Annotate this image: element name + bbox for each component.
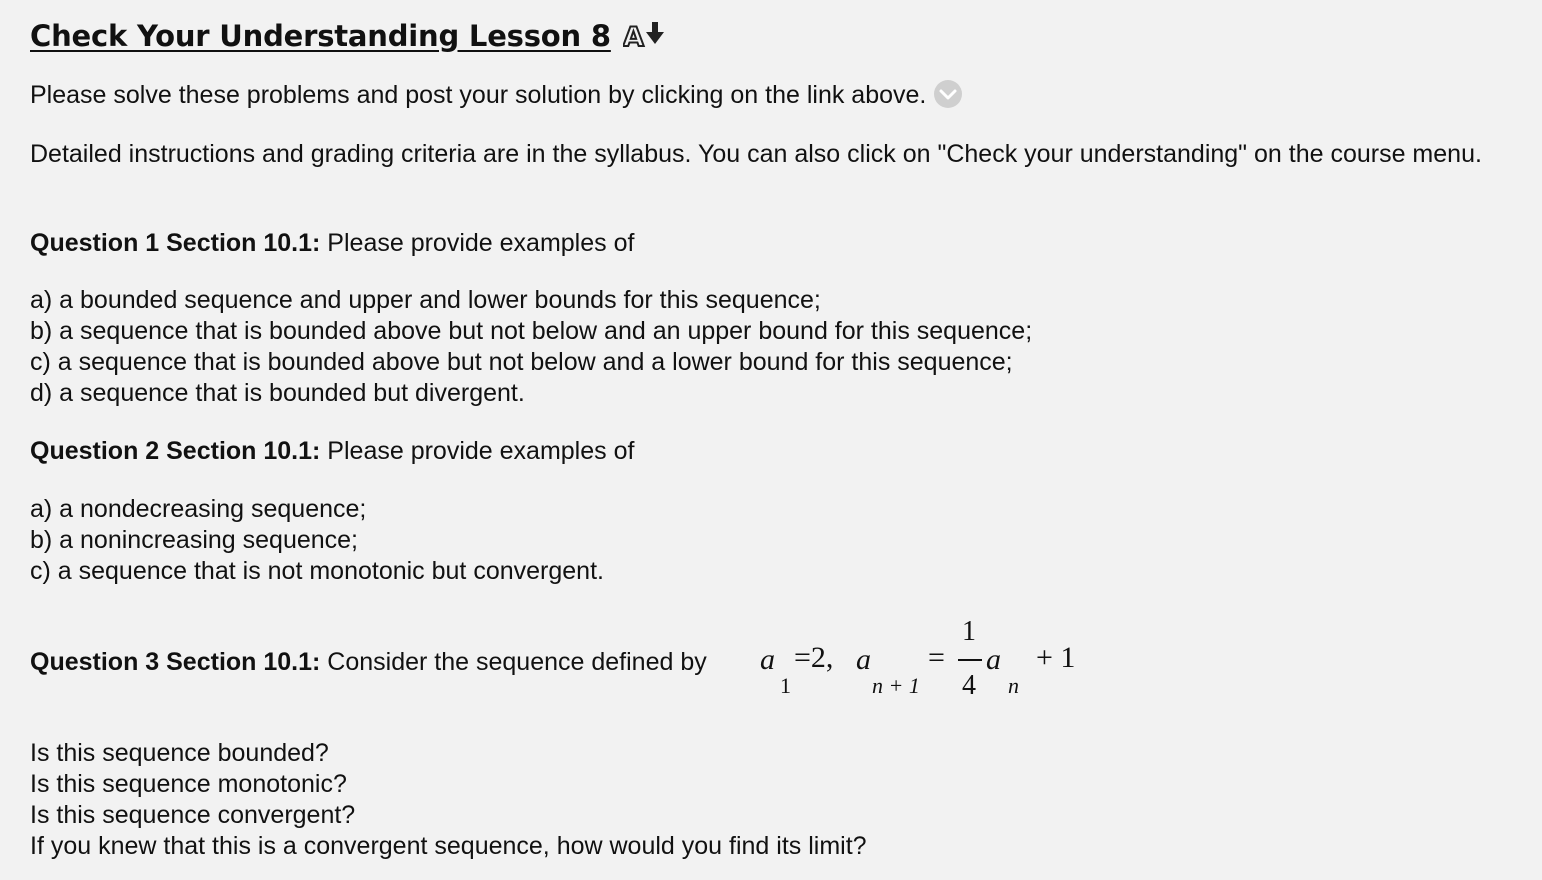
question-1-label: Question 1 Section 10.1: [30,229,321,257]
question-1-heading [30,228,634,259]
formula-an1-subscript: n + 1 [872,673,920,698]
list-item: If you knew that this is a convergent sequence, how would you find its limit? [30,832,867,860]
list-item: a) a nondecreasing sequence; [30,495,367,523]
question-2-prompt: Please provide examples of [320,437,635,465]
formula-fraction-denominator: 4 [962,670,976,701]
alternative-formats-icon[interactable] [623,20,673,52]
chevron-down-circle-icon[interactable] [932,78,964,110]
list-item: Is this sequence bounded? [30,739,329,767]
formula-plus-one: + 1 [1036,641,1076,674]
question-3-label: Question 3 Section 10.1: [30,648,321,676]
formula-fraction-bar [958,659,982,661]
list-item: c) a sequence that is bounded above but not below and a lower bound for this sequence; [30,348,1013,376]
list-item: b) a nonincreasing sequence; [30,526,359,554]
list-item: a) a bounded sequence and upper and lower bounds for this sequence; [30,286,821,314]
recurrence-formula [760,616,1080,701]
question-1-list [30,285,1032,409]
formula-an1-variable: a [856,643,871,676]
instruction-text [30,80,964,111]
question-3-list [30,738,867,862]
formula-a1-variable: a [760,643,775,676]
question-2-heading [30,436,634,467]
question-3-prompt: Consider the sequence defined by [320,648,707,676]
question-1-prompt: Please provide examples of [320,229,635,257]
list-item: Is this sequence monotonic? [30,770,347,798]
formula-an-variable: a [986,643,1001,676]
formula-a1-value: =2, [794,641,834,674]
details-text: Detailed instructions and grading criteria are in the syllabus. You can also click on "Check your understanding" on the course menu. [30,140,1482,168]
svg-text:A: A [622,22,644,52]
formula-an-subscript: n [1008,673,1019,698]
list-item: b) a sequence that is bounded above but not below and an upper bound for this sequence; [30,317,1033,345]
instruction-line: Please solve these problems and post your solution by clicking on the link above. [30,81,927,109]
formula-a1-subscript: 1 [780,673,791,698]
question-3-heading [30,647,707,678]
formula-equals: = [928,641,945,674]
list-item: c) a sequence that is not monotonic but convergent. [30,557,604,585]
question-2-list [30,494,604,587]
question-2-label: Question 2 Section 10.1: [30,437,321,465]
title-row [30,16,673,56]
list-item: d) a sequence that is bounded but divergent. [30,379,525,407]
formula-fraction-numerator: 1 [962,616,976,647]
list-item: Is this sequence convergent? [30,801,356,829]
page-title[interactable]: Check Your Understanding Lesson 8 [30,18,611,53]
